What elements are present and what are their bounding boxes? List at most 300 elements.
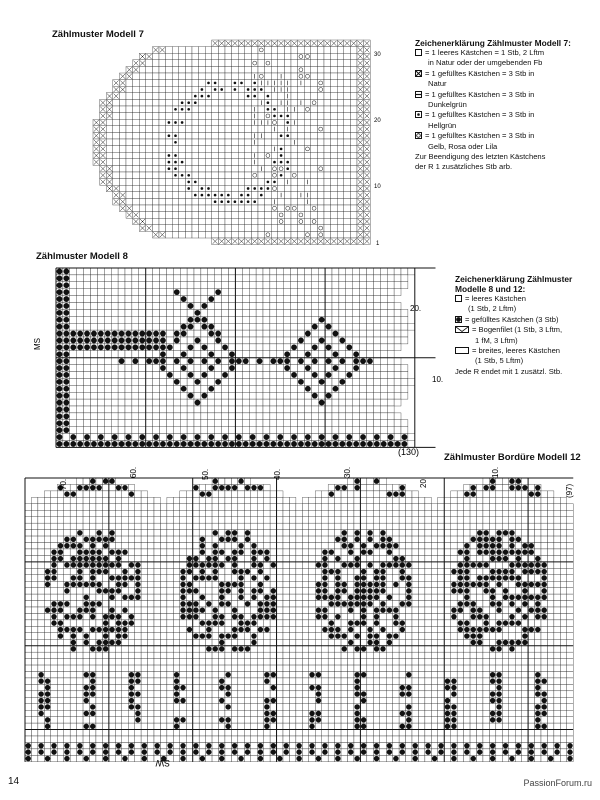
grid-cell — [337, 126, 344, 133]
grid-cell — [332, 420, 339, 427]
grid-cell — [118, 378, 125, 385]
grid-cell — [249, 385, 256, 392]
grid-cell — [104, 413, 111, 420]
grid-cell — [331, 126, 338, 133]
grid-cell — [167, 568, 173, 574]
grid-cell — [64, 549, 70, 555]
grid-cell — [245, 47, 252, 54]
grid-cell — [139, 205, 146, 212]
grid-cell — [386, 530, 392, 536]
grid-cell — [332, 358, 339, 365]
grid-cell — [245, 152, 252, 159]
grid-cell — [125, 413, 132, 420]
grid-cell — [560, 581, 566, 587]
filled-dot — [201, 344, 207, 350]
small-dot — [280, 134, 283, 137]
grid-cell — [373, 309, 380, 316]
grid-cell — [367, 372, 374, 379]
grid-cell — [139, 106, 146, 113]
grid-cell — [139, 406, 146, 413]
grid-cell — [271, 231, 278, 238]
grid-cell — [208, 378, 215, 385]
grid-cell — [311, 420, 318, 427]
filled-dot — [57, 324, 63, 330]
grid-cell — [194, 344, 201, 351]
filled-dot — [167, 344, 173, 350]
grid-cell — [289, 581, 295, 587]
filled-dot — [187, 582, 192, 587]
grid-cell — [251, 536, 257, 542]
grid-cell — [31, 594, 37, 600]
grid-cell — [337, 205, 344, 212]
grid-cell — [560, 530, 566, 536]
grid-cell — [208, 413, 215, 420]
filled-dot — [57, 379, 63, 385]
grid-cell — [256, 344, 263, 351]
grid-cell — [238, 152, 245, 159]
grid-cell — [251, 172, 258, 179]
grid-cell — [339, 275, 346, 282]
filled-dot — [388, 434, 394, 440]
filled-dot — [535, 485, 540, 490]
grid-cell — [380, 282, 387, 289]
grid-cell — [232, 113, 239, 120]
filled-dot — [206, 556, 211, 561]
grid-cell — [96, 497, 102, 503]
grid-cell — [394, 413, 401, 420]
filled-dot — [477, 575, 482, 580]
grid-cell — [318, 351, 325, 358]
filled-dot — [193, 485, 198, 490]
grid-cell — [83, 530, 89, 536]
grid-cell — [242, 427, 249, 434]
grid-cell — [298, 119, 305, 126]
grid-cell — [173, 588, 179, 594]
grid-cell — [172, 86, 179, 93]
filled-dot — [139, 344, 145, 350]
grid-cell — [367, 392, 374, 399]
grid-cell — [291, 337, 298, 344]
grid-cell — [192, 53, 199, 60]
grid-cell — [317, 119, 324, 126]
filled-dot — [458, 575, 463, 580]
small-dot — [267, 181, 270, 184]
grid-cell — [386, 504, 392, 510]
grid-cell — [311, 218, 318, 225]
filled-dot — [516, 575, 521, 580]
grid-cell — [153, 303, 160, 310]
filled-dot — [335, 537, 340, 542]
grid-cell — [380, 309, 387, 316]
grid-cell — [160, 555, 166, 561]
filled-dot — [232, 582, 237, 587]
filled-dot — [215, 358, 221, 364]
grid-cell — [298, 268, 305, 275]
grid-cell — [141, 588, 147, 594]
grid-cell — [173, 523, 179, 529]
grid-cell — [139, 268, 146, 275]
filled-dot — [333, 434, 339, 440]
grid-cell — [185, 152, 192, 159]
grid-cell — [225, 152, 232, 159]
grid-cell — [258, 179, 265, 186]
grid-cell — [232, 47, 239, 54]
grid-cell — [187, 385, 194, 392]
grid-cell — [84, 296, 91, 303]
grid-cell — [265, 113, 272, 120]
grid-cell — [225, 66, 232, 73]
filled-dot — [305, 365, 311, 371]
filled-dot — [77, 530, 82, 535]
grid-cell — [394, 399, 401, 406]
grid-cell — [393, 575, 399, 581]
grid-cell — [284, 205, 291, 212]
grid-cell — [139, 86, 146, 93]
grid-cell — [206, 568, 212, 574]
grid-cell — [192, 73, 199, 80]
grid-cell — [304, 159, 311, 166]
grid-cell — [554, 517, 560, 523]
chart7-title: Zählmuster Modell 7 — [52, 29, 144, 40]
filled-dot — [200, 549, 205, 554]
grid-cell — [277, 365, 284, 372]
filled-dot — [57, 344, 63, 350]
grid-cell — [318, 392, 325, 399]
grid-cell — [238, 119, 245, 126]
grid-cell — [180, 543, 186, 549]
grid-cell — [331, 225, 338, 232]
grid-cell — [111, 399, 118, 406]
grid-cell — [222, 316, 229, 323]
grid-cell — [180, 399, 187, 406]
grid-cell — [172, 218, 179, 225]
grid-cell — [470, 555, 476, 561]
grid-cell — [444, 543, 450, 549]
grid-cell — [128, 581, 134, 587]
grid-cell — [325, 427, 332, 434]
grid-cell — [502, 517, 508, 523]
grid-cell — [249, 372, 256, 379]
small-dot — [286, 167, 289, 170]
grid-cell — [315, 575, 321, 581]
grid-cell — [235, 268, 242, 275]
grid-cell — [317, 205, 324, 212]
grid-cell — [152, 60, 159, 67]
grid-cell — [265, 132, 272, 139]
grid-cell — [208, 268, 215, 275]
small-dot — [273, 161, 276, 164]
grid-cell — [470, 575, 476, 581]
grid-cell — [341, 497, 347, 503]
grid-cell — [554, 549, 560, 555]
grid-cell — [159, 179, 166, 186]
grid-cell — [179, 139, 186, 146]
grid-cell — [291, 218, 298, 225]
grid-cell — [291, 126, 298, 133]
grid-cell — [367, 575, 373, 581]
grid-cell — [238, 231, 245, 238]
grid-cell — [84, 385, 91, 392]
grid-cell — [96, 504, 102, 510]
grid-cell — [256, 282, 263, 289]
grid-cell — [346, 378, 353, 385]
grid-cell — [256, 378, 263, 385]
filled-dot — [153, 358, 159, 364]
grid-cell — [97, 406, 104, 413]
grid-cell — [451, 517, 457, 523]
filled-dot — [236, 358, 242, 364]
grid-cell — [70, 378, 77, 385]
grid-cell — [97, 378, 104, 385]
grid-cell — [451, 523, 457, 529]
grid-cell — [25, 549, 31, 555]
grid-cell — [311, 434, 318, 441]
grid-cell — [265, 218, 272, 225]
grid-cell — [31, 523, 37, 529]
grid-cell — [309, 588, 315, 594]
grid-cell — [315, 497, 321, 503]
grid-cell — [353, 296, 360, 303]
filled-dot — [451, 588, 456, 593]
filled-dot — [251, 562, 256, 567]
grid-cell — [451, 562, 457, 568]
grid-cell — [265, 139, 272, 146]
filled-dot — [238, 549, 243, 554]
grid-cell — [25, 504, 31, 510]
grid-cell — [225, 185, 232, 192]
grid-cell — [173, 385, 180, 392]
grid-cell — [346, 309, 353, 316]
grid-cell — [317, 99, 324, 106]
grid-cell — [373, 510, 379, 516]
filled-dot — [225, 530, 230, 535]
grid-cell — [232, 60, 239, 67]
legend-7-line: Hellgrün — [428, 120, 457, 130]
grid-cell — [215, 351, 222, 358]
grid-cell — [199, 212, 206, 219]
grid-cell — [180, 497, 186, 503]
filled-dot — [181, 434, 187, 440]
grid-cell — [128, 555, 134, 561]
grid-cell — [251, 510, 257, 516]
grid-cell — [225, 146, 232, 153]
grid-cell — [399, 588, 405, 594]
filled-dot — [167, 372, 173, 378]
grid-cell — [399, 536, 405, 542]
grid-cell — [515, 504, 521, 510]
filled-dot — [63, 303, 69, 309]
grid-cell — [399, 517, 405, 523]
grid-cell — [332, 406, 339, 413]
grid-cell — [166, 113, 173, 120]
filled-dot — [354, 575, 359, 580]
grid-cell — [457, 497, 463, 503]
filled-dot — [335, 582, 340, 587]
grid-cell — [304, 132, 311, 139]
small-dot — [253, 187, 256, 190]
legend-8-title: Zeichenerklärung Zählmuster Modelle 8 und 12: — [455, 274, 573, 294]
grid-cell — [215, 434, 222, 441]
grid-cell — [125, 351, 132, 358]
grid-cell — [166, 303, 173, 310]
grid-cell — [457, 543, 463, 549]
grid-cell — [194, 358, 201, 365]
small-dot — [247, 95, 250, 98]
grid-cell — [133, 119, 140, 126]
grid-cell — [104, 268, 111, 275]
grid-cell — [179, 126, 186, 133]
grid-cell — [496, 491, 502, 497]
grid-cell — [70, 282, 77, 289]
grid-cell — [264, 504, 270, 510]
filled-dot — [342, 537, 347, 542]
grid-cell — [225, 113, 232, 120]
grid-cell — [298, 205, 305, 212]
grid-cell — [180, 358, 187, 365]
grid-cell — [353, 303, 360, 310]
filled-dot — [63, 400, 69, 406]
grid-cell — [298, 66, 305, 73]
grid-cell — [283, 581, 289, 587]
grid-cell — [328, 555, 334, 561]
legend-7-line: der R 1 zusätzliches Stb arb. — [415, 162, 513, 172]
grid-cell — [406, 510, 412, 516]
grid-cell — [302, 517, 308, 523]
grid-cell — [219, 543, 225, 549]
grid-cell — [235, 344, 242, 351]
grid-cell — [119, 113, 126, 120]
filled-dot — [109, 562, 114, 567]
grid-cell — [229, 427, 236, 434]
grid-cell — [324, 172, 331, 179]
grid-cell — [331, 132, 338, 139]
grid-cell — [194, 365, 201, 372]
grid-cell — [535, 536, 541, 542]
filled-dot — [219, 485, 224, 490]
grid-cell — [373, 268, 380, 275]
grid-cell — [179, 146, 186, 153]
grid-cell — [311, 225, 318, 232]
grid-cell — [354, 523, 360, 529]
grid-cell — [317, 126, 324, 133]
grid-cell — [438, 594, 444, 600]
grid-cell — [133, 172, 140, 179]
small-dot — [181, 108, 184, 111]
grid-cell — [96, 575, 102, 581]
grid-cell — [208, 289, 215, 296]
filled-dot — [339, 358, 345, 364]
grid-cell — [186, 549, 192, 555]
grid-cell — [324, 159, 331, 166]
grid-cell — [331, 185, 338, 192]
grid-cell — [283, 504, 289, 510]
grid-cell — [132, 296, 139, 303]
grid-cell — [483, 555, 489, 561]
grid-cell — [373, 289, 380, 296]
grid-cell — [245, 132, 252, 139]
filled-dot — [98, 434, 104, 440]
grid-cell — [238, 536, 244, 542]
grid-cell — [109, 491, 115, 497]
grid-cell — [277, 555, 283, 561]
grid-cell — [350, 225, 357, 232]
grid-cell — [153, 351, 160, 358]
grid-cell — [438, 575, 444, 581]
grid-cell — [298, 420, 305, 427]
grid-cell — [509, 510, 515, 516]
grid-cell — [341, 594, 347, 600]
grid-cell — [126, 179, 133, 186]
grid-cell — [70, 588, 76, 594]
grid-cell — [444, 504, 450, 510]
grid-cell — [70, 517, 76, 523]
grid-cell — [464, 517, 470, 523]
grid-cell — [160, 275, 167, 282]
grid-cell — [122, 497, 128, 503]
filled-dot — [225, 537, 230, 542]
grid-cell — [225, 523, 231, 529]
grid-cell — [425, 555, 431, 561]
grid-cell — [335, 510, 341, 516]
filled-dot — [98, 331, 104, 337]
small-dot — [187, 181, 190, 184]
grid-cell — [173, 316, 180, 323]
grid-cell — [346, 296, 353, 303]
grid-cell — [119, 93, 126, 100]
grid-cell — [291, 185, 298, 192]
filled-dot — [139, 331, 145, 337]
grid-cell — [311, 139, 318, 146]
grid-cell — [249, 427, 256, 434]
filled-dot — [490, 569, 495, 574]
grid-cell — [186, 530, 192, 536]
filled-dot — [57, 386, 63, 392]
grid-cell — [304, 139, 311, 146]
grid-cell — [394, 427, 401, 434]
grid-cell — [258, 205, 265, 212]
grid-cell — [64, 497, 70, 503]
grid-cell — [360, 385, 367, 392]
grid-cell — [173, 296, 180, 303]
grid-cell — [332, 316, 339, 323]
grid-cell — [218, 93, 225, 100]
filled-dot — [400, 562, 405, 567]
grid-cell — [277, 323, 284, 330]
grid-cell — [325, 296, 332, 303]
grid-cell — [350, 179, 357, 186]
grid-cell — [251, 165, 258, 172]
grid-cell — [166, 73, 173, 80]
grid-cell — [401, 420, 408, 427]
grid-cell — [335, 562, 341, 568]
grid-cell — [335, 530, 341, 536]
grid-cell — [257, 575, 263, 581]
grid-cell — [277, 491, 283, 497]
grid-cell — [270, 323, 277, 330]
grid-cell — [258, 231, 265, 238]
grid-cell — [311, 205, 318, 212]
grid-cell — [132, 413, 139, 420]
grid-cell — [315, 517, 321, 523]
grid-cell — [401, 365, 408, 372]
grid-cell — [298, 93, 305, 100]
grid-cell — [179, 73, 186, 80]
grid-cell — [245, 106, 252, 113]
grid-cell — [166, 316, 173, 323]
grid-cell — [277, 309, 284, 316]
grid-cell — [238, 179, 245, 186]
grid-cell — [102, 510, 108, 516]
